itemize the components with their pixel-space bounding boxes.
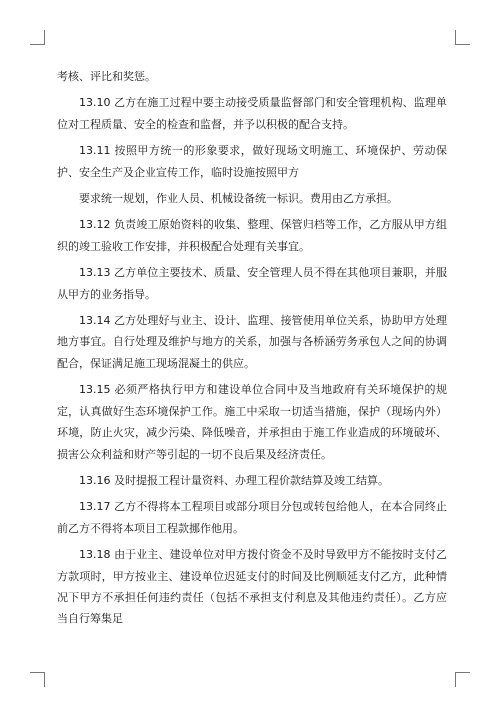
document-body bbox=[57, 66, 447, 635]
crop-mark-bottom-right bbox=[455, 672, 470, 687]
clause-13-18: 13.18 由于业主、建设单位对甲方拨付资金不及时导致甲方不能按时支付乙方款项时，甲方按业主、建设单位迟延支付的时间及比例顺延支付乙方，此种情况下甲方不承担任何违约责任（包括不承担支付利息及其他违约责任）。乙方应当自行筹集足 bbox=[57, 548, 447, 626]
crop-mark-top-left bbox=[30, 30, 45, 45]
clause-13-13: 13.13 乙方单位主要技术、质量、安全管理人员不得在其他项目兼职，并服从甲方的业务指导。 bbox=[57, 266, 447, 301]
crop-mark-top-right bbox=[455, 30, 470, 45]
crop-mark-bottom-left bbox=[30, 672, 45, 687]
clause-13-12: 13.12 负责竣工原始资料的收集、整理、保管归档等工作，乙方服从甲方组织的竣工验收工作安排，并积极配合处理有关事宜。 bbox=[57, 218, 447, 253]
clause-13-11-continued: 要求统一规划，作业人员、机械设备统一标识。费用由乙方承担。 bbox=[79, 192, 398, 206]
clause-13-15: 13.15 必须严格执行甲方和建设单位合同中及当地政府有关环境保护的规定，认真做好生态环境保护工作。施工中采取一切适当措施，保护（现场内外）环境，防止火灾，减少污染、降低噪音，并承担由于施工作业造成的环境破坏、损害公众利益和财产等引起的一切不良后果及经济责任。 bbox=[57, 383, 447, 461]
paragraph-continuation: 考核、评比和奖惩。 bbox=[57, 70, 156, 83]
clause-13-14: 13.14 乙方处理好与业主、设计、监理、接管使用单位关系，协助甲方处理地方事宜。自行处理及维护与地方的关系，加强与各桥涵劳务承包人之间的协调配合，保证满足施工现场混凝土的供应。 bbox=[57, 314, 447, 370]
clause-13-17: 13.17 乙方不得将本工程项目或部分项目分包或转包给他人，在本合同终止前乙方不得将本项目工程款挪作他用。 bbox=[57, 500, 447, 535]
clause-13-16: 13.16 及时提报工程计量资料、办理工程价款结算及竣工结算。 bbox=[79, 473, 389, 487]
clause-13-10: 13.10 乙方在施工过程中要主动接受质量监督部门和安全管理机构、监理单位对工程质量、安全的检查和监督，并予以积极的配合支持。 bbox=[57, 96, 447, 131]
clause-13-11: 13.11 按照甲方统一的形象要求，做好现场文明施工、环境保护、劳动保护、安全生产及企业宣传工作，临时设施按照甲方 bbox=[57, 144, 447, 179]
